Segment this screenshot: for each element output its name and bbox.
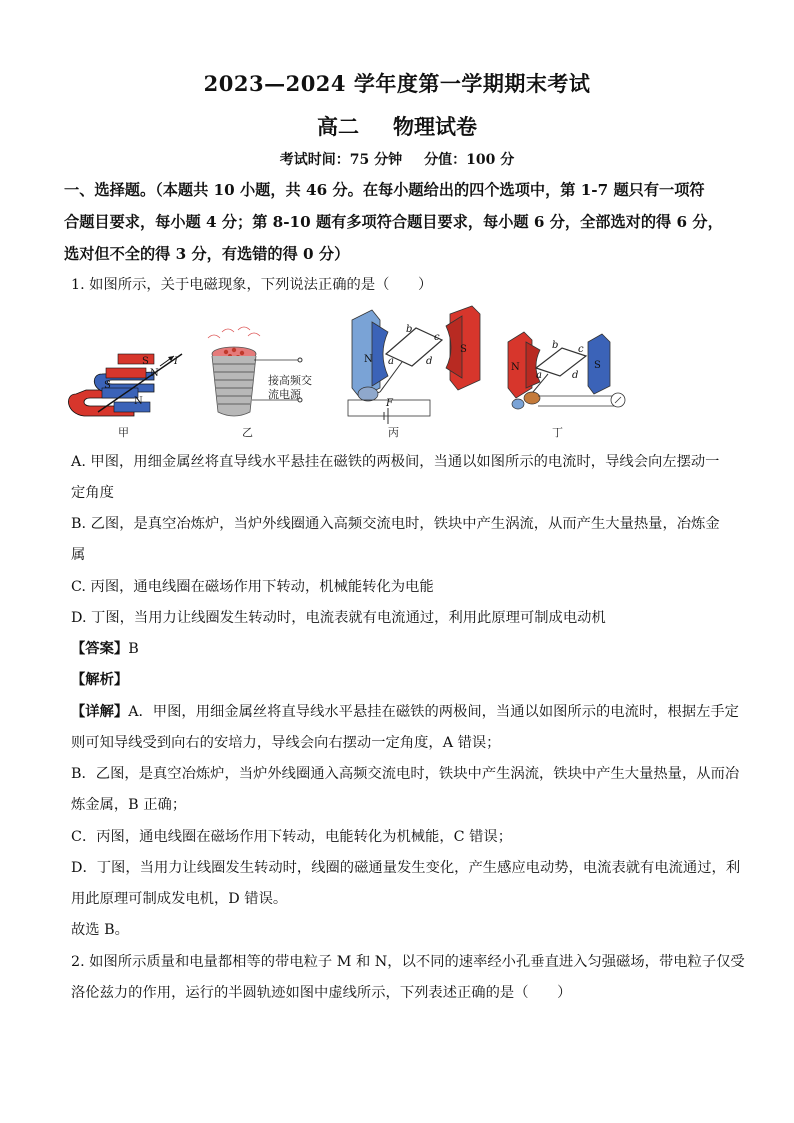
figure-caption-jia: 甲 [118, 426, 129, 439]
ding-coil-label: a [536, 370, 542, 381]
ding-coil-label: d [572, 370, 579, 381]
jia-pole-label: S [142, 356, 149, 367]
detail-line: 则可知导线受到向右的安培力，导线会向右摆动一定角度，A 错误； [71, 735, 501, 751]
bing-coil-label: d [426, 356, 433, 367]
option-a-cont: 定角度 [71, 485, 114, 501]
bing-pole-label: S [460, 344, 467, 355]
section-heading-line: 一、选择题。（本题共 10 小题，共 46 分。在每小题给出的四个选项中，第 1-7 题只有一项符 [64, 181, 705, 199]
detail-text: A．甲图，用细金属丝将直导线水平悬挂在磁铁的两极间，当通以如图所示的电流时，根据左手定 [128, 704, 739, 720]
bing-pole-label: N [364, 354, 373, 365]
ding-pole-label: N [511, 362, 520, 373]
figure-yi [208, 327, 312, 439]
section-heading-line: 选对但不全的得 3 分，有选错的得 0 分） [64, 245, 350, 263]
jia-current-label: I [174, 356, 178, 367]
exam-info [0, 149, 794, 169]
detail-line: C．丙图，通电线圈在磁场作用下转动，电能转化为机械能，C 错误； [71, 829, 513, 845]
ding-coil-label: c [578, 344, 584, 355]
figure-ding [508, 332, 625, 439]
figure-bing [348, 306, 480, 439]
bing-force-label: F [386, 398, 393, 409]
answer-line [71, 639, 731, 659]
bing-coil-label: b [406, 324, 413, 335]
detail-line: 炼金属，B 正确； [71, 797, 187, 813]
detail-line: B．乙图，是真空冶炼炉，当炉外线圈通入高频交流电时，铁块中产生涡流，铁块中产生大量热量，从而冶 [71, 766, 740, 782]
ding-pole-label: S [594, 360, 601, 371]
figure-jia [68, 354, 182, 439]
yi-power-label: 流电源 [268, 388, 301, 401]
exam-title: 2023—2024 学年度第一学期期末考试 [203, 71, 591, 96]
figure-caption-bing: 丙 [388, 426, 399, 439]
exam-score: 分值：100 分 [424, 152, 515, 168]
option-b-cont: 属 [71, 547, 86, 563]
jia-pole-label: S [104, 380, 111, 391]
ding-coil-label: b [552, 340, 559, 351]
yi-power-label: 接高频交 [268, 374, 312, 387]
conclusion: 故选 B。 [71, 922, 129, 938]
option-b: B. 乙图，是真空冶炼炉，当炉外线圈通入高频交流电时，铁块中产生涡流，从而产生大量热量，冶炼金 [71, 516, 720, 532]
answer-value: B [128, 641, 139, 657]
analysis-tag: 【解析】 [71, 672, 129, 688]
bing-coil-label: a [388, 356, 394, 367]
question-2-stem: 2. 如图所示质量和电量都相等的带电粒子 M 和 N，以不同的速率经小孔垂直进入匀强磁场，带电粒子仅受 [71, 954, 745, 970]
detail-line [71, 702, 739, 722]
figure-caption-yi: 乙 [242, 426, 253, 439]
detail-tag: 【详解】 [71, 704, 129, 720]
grade-label: 高二 [317, 114, 359, 139]
detail-line: D．丁图，当用力让线圈发生转动时，线圈的磁通量发生变化，产生感应电动势，电流表就有电流通过，利 [71, 860, 741, 876]
option-c: C. 丙图，通电线圈在磁场作用下转动，机械能转化为电能 [71, 579, 434, 595]
detail-line: 用此原理可制成发电机，D 错误。 [71, 891, 288, 907]
section-heading-line: 合题目要求，每小题 4 分；第 8-10 题有多项符合题目要求，每小题 6 分，全部选对的得 6 分， [64, 213, 723, 231]
exam-subtitle [0, 111, 794, 141]
question-2-stem-cont: 洛伦兹力的作用，运行的半圆轨迹如图中虚线所示，下列表述正确的是（ ） [71, 985, 572, 1001]
subject-label: 物理试卷 [393, 114, 477, 139]
jia-pole-label: N [150, 368, 159, 379]
answer-tag: 【答案】 [71, 641, 129, 657]
question-1-figure [62, 302, 752, 442]
figure-caption-ding: 丁 [552, 426, 563, 439]
jia-pole-label: N [134, 396, 143, 407]
option-a: A. 甲图，用细金属丝将直导线水平悬挂在磁铁的两极间，当通以如图所示的电流时，导线会向左摆动一 [71, 454, 720, 470]
question-1-stem: 1. 如图所示，关于电磁现象，下列说法正确的是（ ） [71, 277, 433, 293]
exam-time: 考试时间：75 分钟 [279, 152, 403, 168]
option-d: D. 丁图，当用力让线圈发生转动时，电流表就有电流通过，利用此原理可制成电动机 [71, 610, 606, 626]
bing-coil-label: c [434, 332, 440, 343]
